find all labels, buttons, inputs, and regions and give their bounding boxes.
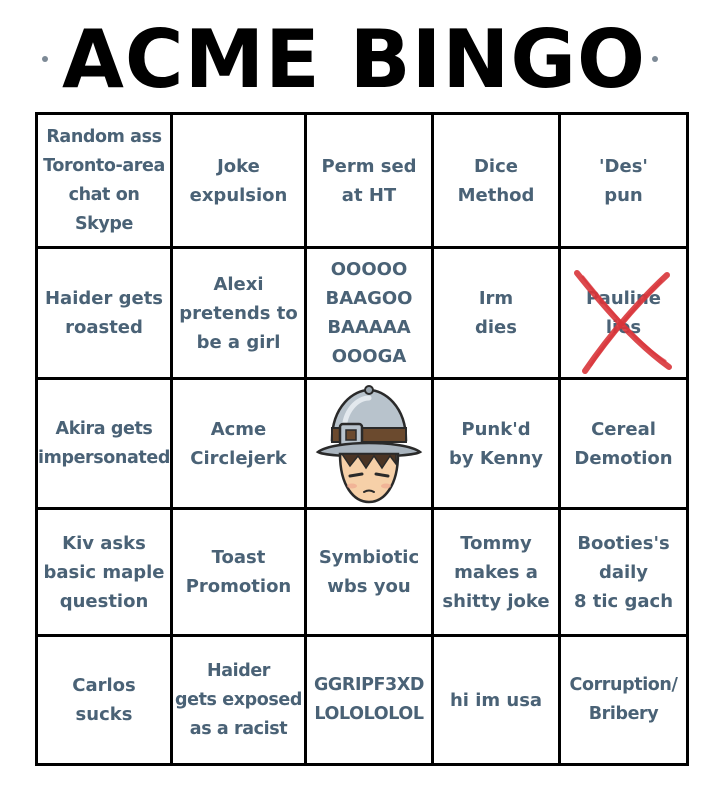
cell-label: Acme Circlejerk — [190, 418, 287, 469]
bingo-cell[interactable] — [307, 637, 434, 763]
bingo-cell[interactable] — [38, 115, 173, 249]
cell-label: Tommy makes a shitty joke — [442, 532, 550, 612]
cell-label: GGRIPF3XD LOLOLOLOL — [313, 675, 425, 724]
bingo-cell[interactable] — [38, 249, 173, 380]
bingo-board — [35, 112, 689, 766]
cell-label: Joke expulsion — [189, 155, 288, 206]
bingo-cell[interactable] — [434, 115, 561, 249]
bingo-cell[interactable] — [38, 380, 173, 510]
cell-label: Symbiotic wbs you — [318, 547, 420, 597]
cell-label: Punk'd by Kenny — [448, 418, 544, 469]
bingo-free-space[interactable] — [307, 380, 434, 510]
bingo-cell-crossed[interactable] — [561, 249, 686, 380]
bingo-cell[interactable] — [173, 249, 307, 380]
cell-label: Dice Method — [457, 155, 535, 206]
cell-label: hi im usa — [449, 689, 543, 711]
bingo-cell[interactable] — [38, 510, 173, 637]
cell-label: Haider gets exposed as a racist — [175, 660, 302, 739]
cell-label: Cereal Demotion — [574, 418, 673, 469]
bingo-cell[interactable] — [561, 637, 686, 763]
bingo-cell[interactable] — [307, 510, 434, 637]
bingo-cell[interactable] — [434, 510, 561, 637]
bingo-cell[interactable] — [173, 510, 307, 637]
cell-label: Akira gets impersonated — [38, 418, 170, 468]
cell-label: Pauline lies — [585, 288, 662, 338]
bingo-cell[interactable] — [38, 637, 173, 763]
bingo-cell[interactable] — [307, 115, 434, 249]
bingo-cell[interactable] — [561, 380, 686, 510]
bingo-cell[interactable] — [173, 380, 307, 510]
cell-label: Kiv asks basic maple question — [43, 532, 165, 612]
page-title: ACME BINGO — [61, 13, 647, 106]
bingo-cell[interactable] — [307, 249, 434, 380]
cell-label: Carlos sucks — [72, 675, 136, 725]
bingo-cell[interactable] — [434, 249, 561, 380]
cell-label: Perm sed at HT — [321, 155, 417, 206]
cell-label: Corruption/ Bribery — [569, 675, 678, 724]
cell-label: 'Des' pun — [599, 155, 648, 206]
bingo-cell[interactable] — [173, 115, 307, 249]
cell-label: Toast Promotion — [185, 547, 292, 597]
bingo-cell[interactable] — [434, 637, 561, 763]
cell-label: Random ass Toronto-area chat on Skype — [43, 126, 165, 234]
cell-label: Alexi pretends to be a girl — [179, 273, 298, 353]
pith-helmet-character-icon — [314, 382, 424, 506]
bingo-cell[interactable] — [173, 637, 307, 763]
cell-label: Irm dies — [475, 288, 517, 338]
cell-label: Booties's daily 8 tic gach — [573, 532, 674, 612]
bingo-cell[interactable] — [561, 115, 686, 249]
cell-label: Haider gets roasted — [44, 288, 164, 338]
bingo-cell[interactable] — [561, 510, 686, 637]
cell-label: OOOOO BAAGOO BAAAAA OOOGA — [325, 259, 413, 367]
bingo-cell[interactable] — [434, 380, 561, 510]
